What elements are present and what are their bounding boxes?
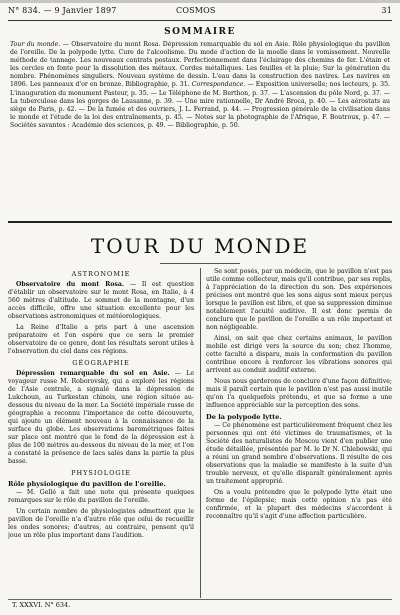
- page-footer: [8, 601, 392, 611]
- article-lead: Dépression remarquable du sol en Asie.: [16, 370, 175, 377]
- title-underline: [160, 263, 240, 264]
- main-title: TOUR DU MONDE: [90, 234, 310, 258]
- paragraph-text: — Il est question d'établir un observatoire sur le mont Rosa, en Italie, à 4 560 mètres d'altitude. Le sommet de la montagne, d'un accès difficile, offre une situation excellente pour les observations astronomiques et météorologiques.: [8, 281, 194, 320]
- paragraph-text: Un certain nombre de physiologistes admettent que le pavillon de l'oreille n'a d'autre rôle que celui de recueillir les ondes sonores; d'autres, au contraire, pensent qu'il joue un rôle plus important dans l'audition.: [8, 508, 194, 539]
- paragraph-text: Se sont posés, par un médecin, que le pavillon n'est pas utile comme collecteur, mais qu'il contribue, par ses replis, à l'appréciation de la direction du son. Des expériences précises ont montré que les sons aigus sont mieux perçus lorsque le pavillon est libre, et que sa suppression diminue notablement l'acuité auditive. Il est donc permis de conclure que le pavillon de l'oreille a un rôle important et non négligeable.: [206, 268, 392, 331]
- summary-entry-text: — Observatoire du mont Rosa. Dépression remarquable du sol en Asie. Rôle physiologique du pavillon de l'oreille. De la polypode lytte. Cure de l'alcoolisme. Du mode d'action de la moelle dans le vomissement. Nouvelle méthode de tannage. Les nouveaux contrats postaux. Perfectionnement dans l'éclairage des chemins de fer. L'étain et les cercles en fonte pour la dissolution des métaux. Cordes métalliques. Les feuilles et la pluie; Sur la génération du nombre. Phénomènes singuliers. Nouveau système de dessin. L'eau dans la construction des navires. Les navires en 1896. Les panneaux d'or en bronze. Bibliographie, p. 31.: [10, 41, 390, 89]
- section-divider: [8, 221, 392, 223]
- article-paragraph: [8, 281, 194, 321]
- article-heading: De la polypode lytte.: [206, 413, 282, 421]
- section-heading: ASTRONOMIE: [71, 270, 131, 278]
- summary-section-name: Correspondance.: [191, 81, 248, 89]
- summary-body: [10, 41, 390, 209]
- summary-entry: [192, 81, 390, 88]
- paragraph-text: — Le voyageur russe M. Roborovsky, qui a exploré les régions de l'Asie centrale, a signalé dans la dépression de Lukchoun, au Turkestan chinois, une région située au-dessous du niveau de la mer. La Société impériale russe de géographie a reconnu l'importance de cette découverte, qui ajoute un élément nouveau à la connaissance de la surface du globe. Les observations barométriques faites sur place ont montré que le fond de la dépression est à plus de 100 mètres au-dessous du niveau de la mer, et l'on a constaté la présence de lacs salés dans la partie la plus basse.: [8, 370, 194, 465]
- volume-number: T. XXXVI. N° 634.: [12, 601, 71, 609]
- article-lead: Observatoire du mont Rosa.: [16, 281, 130, 288]
- summary-title: SOMMAIRE: [164, 27, 236, 37]
- article-paragraph: [8, 370, 194, 466]
- column-divider: [200, 268, 201, 598]
- section-heading: PHYSIOLOGIE: [71, 469, 131, 477]
- summary-section-name: Tour du monde.: [10, 41, 63, 48]
- header-divider: [8, 20, 392, 21]
- journal-name: COSMOS: [176, 6, 216, 15]
- article-paragraph: [206, 335, 392, 375]
- article-paragraph: [206, 489, 392, 521]
- page-header: [8, 6, 392, 20]
- summary-entry: [10, 90, 390, 129]
- summary-entry-text: — Exposition universelle; nos lecteurs, p. 35.: [247, 81, 390, 89]
- article-paragraph: [206, 422, 392, 486]
- paragraph-text: Ainsi, on sait que chez certains animaux, le pavillon mobile est dirigé vers la source du son; chez l'homme, cette faculté a disparu, mais la conformation du pavillon contribue encore à renforcer les vibrations sonores qui arrivent au conduit auditif externe.: [206, 335, 392, 374]
- section-heading: GÉOGRAPHIE: [72, 359, 130, 367]
- paragraph-text: On a voulu prétendre que le polypode lytte était une forme de l'épilepsie; mais cette opinion n'a pas été confirmée, et la plupart des médecins s'accordent à reconnaître qu'il s'agit d'une affection particulière.: [206, 489, 392, 520]
- paragraph-text: — M. Gellé a fait une note qui présente quelques remarques sur le rôle du pavillon de l'oreille.: [8, 489, 194, 504]
- article-paragraph: [206, 268, 392, 332]
- left-column: [8, 268, 194, 598]
- paragraph-text: — Ce phénomène est particulièrement fréquent chez les personnes qui ont été victimes de traumatismes, et la Société des naturalistes de Moscou vient d'en publier une étude détaillée, présentée par M. le Dr N. Chlebowski, qui a réuni un grand nombre d'observations. Il résulte de ces observations que la maladie se manifeste à la suite d'un trouble nerveux, et qu'elle disparaît généralement après un traitement approprié.: [206, 422, 392, 485]
- article-paragraph: [8, 324, 194, 356]
- right-column: [206, 268, 392, 598]
- issue-number: N° 834. — 9 Janvier 1897: [8, 6, 117, 15]
- summary-entry-text: L'inauguration du monument Pasteur, p. 35. — Le Téléphone de M. Berthon, p. 37. — L'ascension du pôle Nord, p. 37. — La tuberculose dans les gorges de Lausanne, p. 39. — Une mire rationnelle, Dr André Broca, p. 40. — Les aérostats au siège de Paris, p. 42. — De la fumée et des ouvriers, J. L. Ferrand, p. 44. — Progression générale de la civilisation dans le monde et l'étude de la loi des entraînements, p. 45. — Notes sur la photographie de l'Afrique, F. Boutroux, p. 47. — Sociétés savantes : Académie des sciences, p. 49. — Bibliographie, p. 50.: [10, 89, 390, 129]
- article-heading: Rôle physiologique du pavillon de l'oreille.: [8, 480, 166, 488]
- top-border: [0, 0, 400, 3]
- article-paragraph: [8, 489, 194, 505]
- article-paragraph: [8, 508, 194, 540]
- page-number: 31: [381, 6, 392, 15]
- article-paragraph: [206, 378, 392, 410]
- paragraph-text: La Reine d'Italie a pris part à une ascension préparatoire et l'on espère que ce sera le premier observatoire de ce genre, dont les résultats seront utiles à l'observation du ciel dans ces régions.: [8, 324, 194, 355]
- paragraph-text: Nous nous garderons de conclure d'une façon définitive; mais il paraît certain que le pavillon n'est pas aussi inutile qu'on l'a quelquefois prétendu, et que sa forme a une influence appréciable sur la perception des sons.: [206, 378, 392, 409]
- footer-divider: [8, 599, 392, 600]
